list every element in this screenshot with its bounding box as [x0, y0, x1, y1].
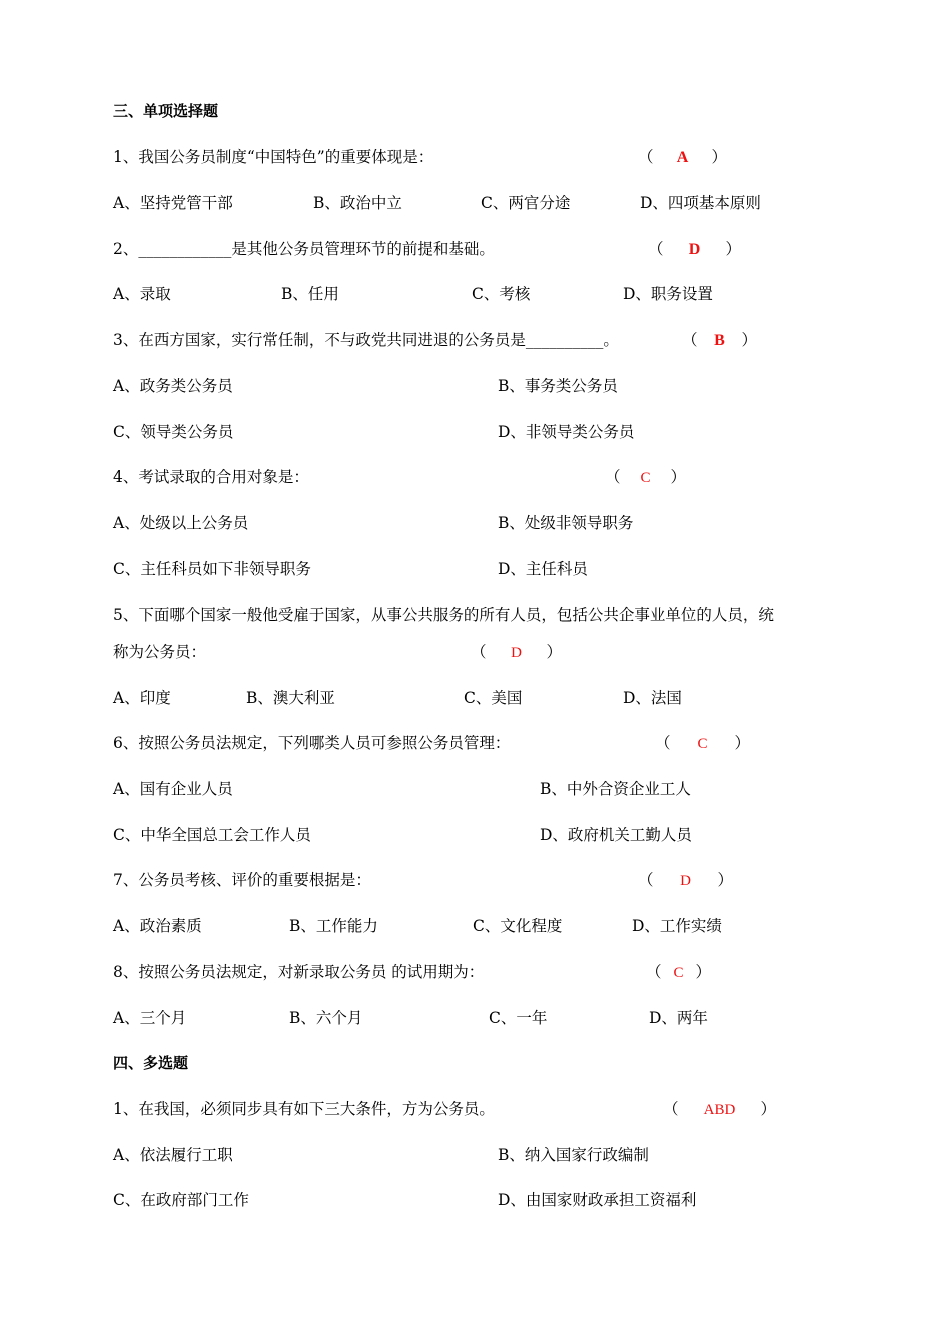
option-c: C、考核 [472, 285, 531, 303]
answer-letter: D [688, 241, 701, 258]
option-a: A、印度 [113, 689, 171, 707]
option-b: B、六个月 [289, 1009, 363, 1027]
question-stem: 1、在我国，必须同步具有如下三大条件，方为公务员。 [113, 1100, 495, 1118]
answer-bracket: （ C ） [646, 963, 712, 981]
option-a: A、政务类公务员 [113, 377, 233, 395]
option-b: B、工作能力 [289, 917, 378, 935]
option-c: C、一年 [489, 1009, 548, 1027]
option-a: A、三个月 [113, 1009, 187, 1027]
answer-bracket: （ D ） [638, 871, 734, 889]
answer-letter: A [676, 149, 689, 166]
option-b: B、事务类公务员 [498, 377, 618, 395]
question-stem: 8、按照公务员法规定，对新录取公务员 的试用期为： [113, 963, 485, 981]
answer-bracket: （ D ） [471, 643, 563, 661]
answer-letter: B [714, 332, 725, 349]
answer-letter: C [640, 470, 651, 486]
option-d: D、法国 [623, 689, 682, 707]
option-a: A、坚持党管干部 [113, 194, 233, 212]
option-c: C、两官分途 [481, 194, 571, 212]
option-c: C、主任科员如下非领导职务 [113, 560, 311, 578]
answer-letter: C [673, 965, 684, 981]
option-b: B、任用 [281, 285, 339, 303]
question-stem: 5、下面哪个国家一般他受雇于国家，从事公共服务的所有人员，包括公共企事业单位的人员，统 [113, 606, 774, 624]
option-a: A、处级以上公务员 [113, 514, 249, 532]
option-b: B、政治中立 [313, 194, 402, 212]
option-c: C、领导类公务员 [113, 423, 234, 441]
answer-bracket: （ C ） [655, 734, 751, 752]
option-d: D、政府机关工勤人员 [540, 826, 692, 844]
question-stem: 6、按照公务员法规定，下列哪类人员可参照公务员管理： [113, 734, 511, 752]
answer-bracket: （ A ） [638, 148, 728, 166]
option-b: B、澳大利亚 [246, 689, 335, 707]
answer-bracket: （ B ） [682, 331, 758, 349]
option-a: A、国有企业人员 [113, 780, 233, 798]
answer-letter: ABD [703, 1102, 736, 1118]
question-stem-continued: 称为公务员： [113, 643, 207, 661]
answer-bracket: （ C ） [605, 468, 687, 486]
question-stem: 7、公务员考核、评价的重要根据是： [113, 871, 371, 889]
option-d: D、工作实绩 [632, 917, 722, 935]
question-stem: 3、在西方国家，实行常任制，不与政党共同进退的公务员是__________。 [113, 331, 619, 349]
section-heading-multiple-choice: 四、多选题 [113, 1054, 189, 1072]
option-d: D、主任科员 [498, 560, 588, 578]
option-b: B、纳入国家行政编制 [498, 1146, 649, 1164]
option-b: B、处级非领导职务 [498, 514, 634, 532]
section-heading-single-choice: 三、单项选择题 [113, 102, 219, 120]
option-c: C、文化程度 [473, 917, 563, 935]
option-d: D、两年 [649, 1009, 708, 1027]
option-a: A、政治素质 [113, 917, 202, 935]
question-stem: 1、我国公务员制度“中国特色”的重要体现是： [113, 148, 434, 166]
option-c: C、美国 [464, 689, 523, 707]
option-a: A、录取 [113, 285, 171, 303]
answer-letter: C [697, 736, 708, 752]
option-a: A、依法履行工职 [113, 1146, 233, 1164]
option-c: C、在政府部门工作 [113, 1191, 249, 1209]
answer-bracket: （ D ） [648, 240, 742, 258]
option-d: D、职务设置 [623, 285, 713, 303]
option-b: B、中外合资企业工人 [540, 780, 691, 798]
option-d: D、非领导类公务员 [498, 423, 635, 441]
question-stem: 2、____________是其他公务员管理环节的前提和基础。 [113, 240, 495, 258]
answer-bracket: （ ABD ） [663, 1100, 777, 1118]
option-d: D、由国家财政承担工资福利 [498, 1191, 697, 1209]
option-c: C、中华全国总工会工作人员 [113, 826, 311, 844]
answer-letter: D [511, 645, 522, 661]
question-stem: 4、考试录取的合用对象是： [113, 468, 309, 486]
option-d: D、四项基本原则 [640, 194, 761, 212]
answer-letter: D [680, 873, 691, 889]
